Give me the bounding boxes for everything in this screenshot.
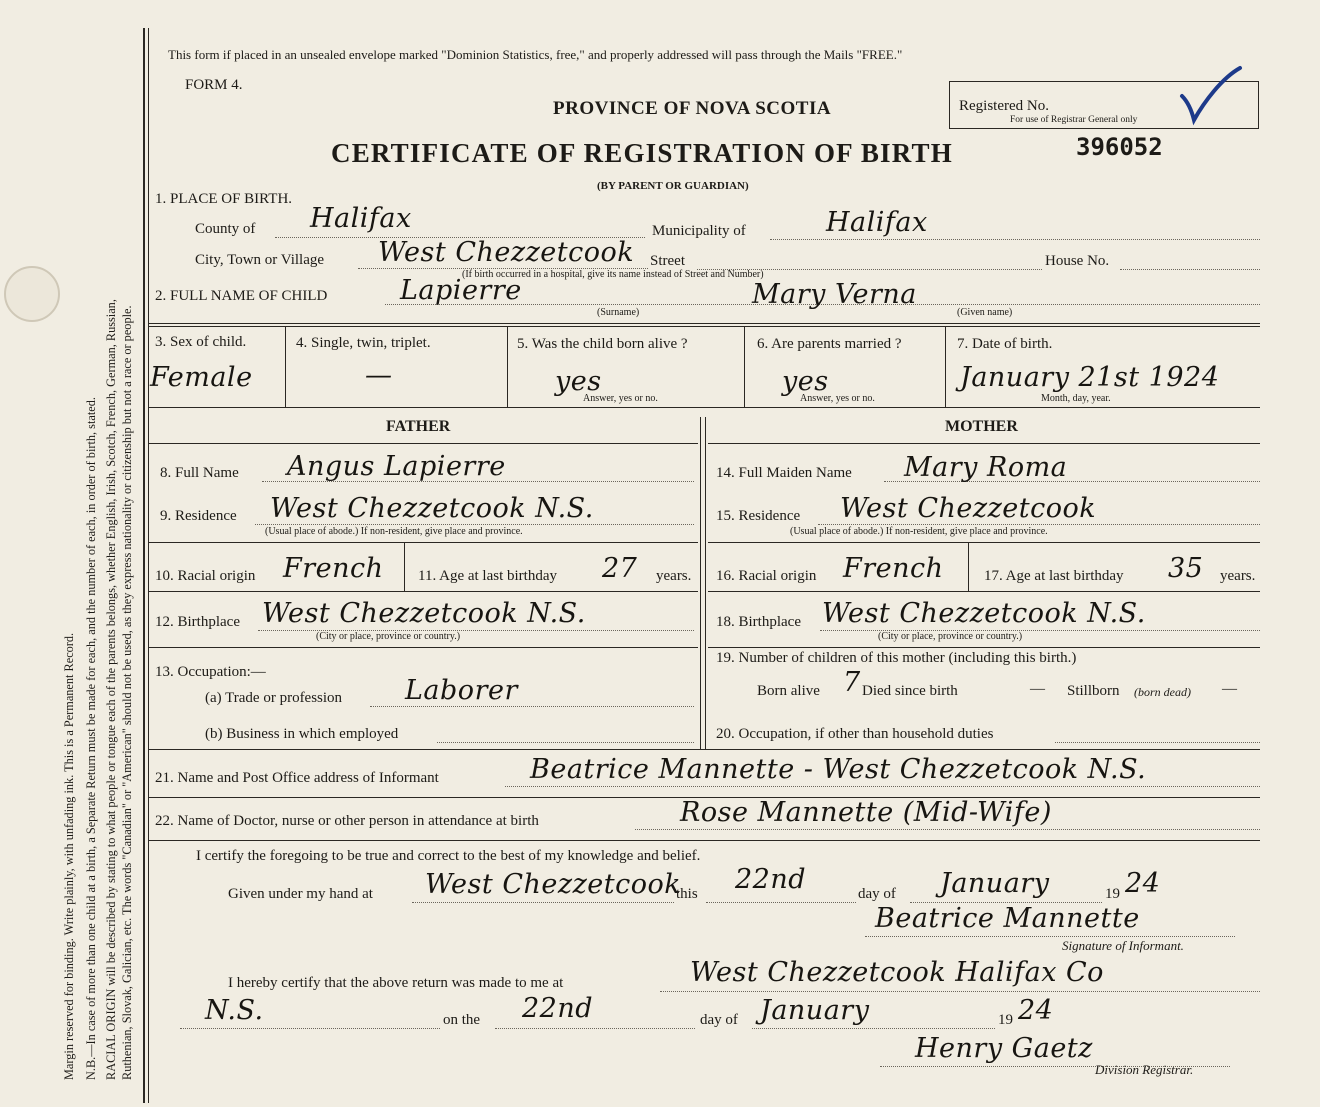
- margin-note-multiple-births: N.B.—In case of more than one child at a birth, a Separate Return must be made for each, and the number of each, in order of birth, stated.: [84, 397, 98, 1080]
- form-number: FORM 4.: [185, 77, 243, 93]
- divider-6-7: [945, 327, 946, 407]
- occupation-label: 13. Occupation:—: [155, 664, 266, 680]
- rule-parents-top: [148, 407, 1260, 408]
- married-value: yes: [782, 366, 829, 397]
- given-name-caption: (Given name): [957, 307, 1013, 318]
- reg-month-line: [752, 1028, 995, 1029]
- divider-5-6: [744, 327, 745, 407]
- alive-value: yes: [555, 366, 602, 397]
- postal-note: This form if placed in an unsealed envelope marked "Dominion Statistics, free," and properly addressed will pass through the Mails "FREE.": [168, 47, 903, 62]
- mother-age: 35: [1168, 553, 1204, 584]
- trade-label: (a) Trade or profession: [205, 690, 343, 706]
- certificate-title: CERTIFICATE OF REGISTRATION OF BIRTH: [331, 138, 953, 168]
- reg-month-value: January: [760, 995, 870, 1026]
- father-age: 27: [602, 553, 638, 584]
- business-line: [437, 742, 694, 743]
- left-border-inner: [148, 28, 149, 1103]
- father-racial-label: 10. Racial origin: [155, 568, 256, 584]
- divider-4-5: [507, 327, 508, 407]
- father-age-years: years.: [656, 568, 692, 584]
- mother-name: Mary Roma: [904, 452, 1068, 483]
- father-heading: FATHER: [386, 418, 451, 435]
- mother-age-label: 17. Age at last birthday: [984, 568, 1124, 584]
- attendant-value: Rose Mannette (Mid-Wife): [680, 797, 1052, 828]
- margin-note-binding: Margin reserved for binding. Write plainly, with unfading ink. This is a Permanent Record.: [62, 632, 76, 1080]
- married-caption: Answer, yes or no.: [800, 393, 875, 404]
- on-the-label: on the: [443, 1012, 481, 1028]
- dob-caption: Month, day, year.: [1041, 393, 1111, 404]
- mother-heading-rule: [708, 443, 1260, 444]
- county-value: Halifax: [310, 203, 412, 234]
- father-name: Angus Lapierre: [287, 451, 506, 482]
- rule-parents-bottom: [148, 749, 1260, 750]
- day-of-label: day of: [858, 886, 896, 902]
- registrar-place-line: [660, 991, 1260, 992]
- place-heading: 1. PLACE OF BIRTH.: [155, 191, 293, 207]
- center-divider-2: [705, 417, 706, 749]
- left-border: [143, 28, 145, 1103]
- mother-age-years: years.: [1220, 568, 1256, 584]
- mother-racial-label: 16. Racial origin: [716, 568, 817, 584]
- registered-number-box: [949, 81, 1259, 129]
- informant-signature-label: Signature of Informant.: [1062, 938, 1184, 953]
- child-surname: Lapierre: [400, 275, 522, 306]
- mother-name-label: 14. Full Maiden Name: [716, 465, 852, 481]
- margin-note-racial-origin-2: Ruthenian, Slovak, Galician, etc. The words "Canadian" or "American" should not be used, as they express nationality or citizenship but not a race or people.: [120, 305, 134, 1080]
- margin-note-racial-origin: RACIAL ORIGIN will be described by stating to what people or tongue each of the parents belongs, whether English, Irish, Scotch, French, German, Russian,: [104, 299, 118, 1080]
- month-value: January: [940, 868, 1050, 899]
- surname-caption: (Surname): [597, 307, 640, 318]
- mother-birthplace-caption: (City or place, province or country.): [878, 631, 1023, 642]
- reg-day-value: 22nd: [522, 993, 594, 1024]
- house-line: [1120, 269, 1260, 270]
- informant-value: Beatrice Mannette - West Chezzetcook N.S.: [530, 754, 1147, 785]
- died-label: Died since birth: [862, 683, 958, 699]
- municipality-line: [770, 239, 1260, 240]
- sex-value: Female: [150, 362, 253, 393]
- divider-3-4: [285, 327, 286, 407]
- father-birthplace-caption: (City or place, province or country.): [316, 631, 461, 642]
- mother-heading: MOTHER: [945, 418, 1018, 435]
- reg-year-suffix: 24: [1018, 995, 1054, 1026]
- reg-year-prefix: 19: [998, 1012, 1013, 1028]
- father-heading-rule: [148, 443, 698, 444]
- father-rule-2: [148, 542, 698, 543]
- alive-label: 5. Was the child born alive ?: [517, 336, 688, 352]
- mother-birthplace: West Chezzetcook N.S.: [822, 598, 1146, 629]
- registrar-statement: I hereby certify that the above return was made to me at: [228, 975, 564, 991]
- center-divider: [700, 417, 701, 749]
- certificate-subtitle: (BY PARENT OR GUARDIAN): [597, 180, 749, 192]
- father-residence-caption: (Usual place of abode.) If non-resident, give place and province.: [265, 526, 523, 537]
- children-count-label: 19. Number of children of this mother (including this birth.): [716, 650, 1077, 666]
- mother-rule-2: [708, 542, 1260, 543]
- father-rule-3: [148, 591, 698, 592]
- dob-value: January 21st 1924: [960, 362, 1220, 393]
- stillborn-value: —: [1222, 681, 1237, 697]
- dob-label: 7. Date of birth.: [957, 336, 1053, 352]
- municipality-label: Municipality of: [652, 223, 746, 239]
- trade-line: [370, 706, 694, 707]
- father-age-label: 11. Age at last birthday: [418, 568, 557, 584]
- mother-occupation-line: [1055, 742, 1260, 743]
- city-value: West Chezzetcook: [378, 237, 635, 268]
- reg-day-of-label: day of: [700, 1012, 738, 1028]
- stillborn-label: Stillborn: [1067, 683, 1120, 699]
- registrar-place: West Chezzetcook Halifax Co: [690, 957, 1104, 988]
- sex-label: 3. Sex of child.: [155, 334, 247, 350]
- rule-top-boxes: [148, 323, 1260, 324]
- registrar-place-2: N.S.: [205, 995, 264, 1026]
- father-residence-label: 9. Residence: [160, 508, 237, 524]
- registrar-signature-label: Division Registrar.: [1095, 1062, 1194, 1077]
- year-prefix: 19: [1105, 886, 1120, 902]
- father-racial-divider: [404, 543, 405, 591]
- father-racial: French: [283, 553, 384, 584]
- stillborn-note: (born dead): [1134, 685, 1191, 699]
- born-alive-label: Born alive: [757, 683, 820, 699]
- registered-label: Registered No.: [959, 98, 1049, 114]
- day-line: [706, 902, 856, 903]
- mother-racial: French: [843, 553, 944, 584]
- died-value: —: [1030, 681, 1045, 697]
- registrar-signature: Henry Gaetz: [915, 1033, 1093, 1064]
- city-label: City, Town or Village: [195, 252, 325, 268]
- hospital-note: (If birth occurred in a hospital, give its name instead of Street and Number): [462, 269, 764, 280]
- married-label: 6. Are parents married ?: [757, 336, 902, 352]
- given-under-label: Given under my hand at: [228, 886, 373, 902]
- plurality-value: —: [365, 360, 393, 391]
- father-name-label: 8. Full Name: [160, 465, 239, 481]
- mother-rule-4: [708, 647, 1260, 648]
- informant-signature: Beatrice Mannette: [875, 903, 1140, 934]
- informant-signature-line: [865, 936, 1235, 937]
- year-suffix: 24: [1125, 868, 1161, 899]
- child-given-name: Mary Verna: [752, 279, 917, 310]
- mother-residence: West Chezzetcook: [840, 493, 1097, 524]
- plurality-label: 4. Single, twin, triplet.: [296, 335, 431, 351]
- father-rule-4: [148, 647, 698, 648]
- binding-hole: [4, 266, 60, 322]
- trade-value: Laborer: [405, 675, 518, 706]
- mother-rule-3: [708, 591, 1260, 592]
- father-residence-line: [255, 524, 694, 525]
- child-name-label: 2. FULL NAME OF CHILD: [155, 288, 328, 304]
- born-alive-value: 7: [843, 667, 861, 698]
- checkmark-icon: [1178, 62, 1248, 132]
- rule-attendant: [148, 840, 1260, 841]
- father-residence: West Chezzetcook N.S.: [270, 493, 594, 524]
- mother-residence-label: 15. Residence: [716, 508, 801, 524]
- reg-day-line: [495, 1028, 695, 1029]
- street-label: Street: [650, 253, 685, 269]
- province-heading: PROVINCE OF NOVA SCOTIA: [553, 98, 832, 119]
- mother-residence-line: [818, 524, 1260, 525]
- given-place: West Chezzetcook: [425, 869, 682, 900]
- municipality-value: Halifax: [826, 207, 928, 238]
- this-label: this: [676, 886, 698, 902]
- mother-birthplace-label: 18. Birthplace: [716, 614, 801, 630]
- registrar-use-note: For use of Registrar General only: [1010, 115, 1138, 125]
- registered-number: 396052: [1076, 133, 1163, 161]
- registrar-place-line-2: [180, 1028, 440, 1029]
- rule-top-boxes-2: [148, 326, 1260, 327]
- informant-line: [505, 786, 1260, 787]
- mother-occupation-label: 20. Occupation, if other than household duties: [716, 726, 994, 742]
- day-value: 22nd: [735, 864, 807, 895]
- father-birthplace-label: 12. Birthplace: [155, 614, 240, 630]
- house-label: House No.: [1045, 253, 1110, 269]
- certification-statement: I certify the foregoing to be true and correct to the best of my knowledge and belief.: [196, 848, 701, 864]
- alive-caption: Answer, yes or no.: [583, 393, 658, 404]
- given-place-line: [412, 902, 674, 903]
- mother-residence-caption: (Usual place of abode.) If non-resident, give place and province.: [790, 526, 1048, 537]
- attendant-line: [635, 829, 1260, 830]
- informant-label: 21. Name and Post Office address of Informant: [155, 770, 439, 786]
- business-label: (b) Business in which employed: [205, 726, 399, 742]
- mother-racial-divider: [968, 543, 969, 591]
- county-label: County of: [195, 221, 256, 237]
- attendant-label: 22. Name of Doctor, nurse or other person in attendance at birth: [155, 813, 539, 829]
- father-birthplace: West Chezzetcook N.S.: [262, 598, 586, 629]
